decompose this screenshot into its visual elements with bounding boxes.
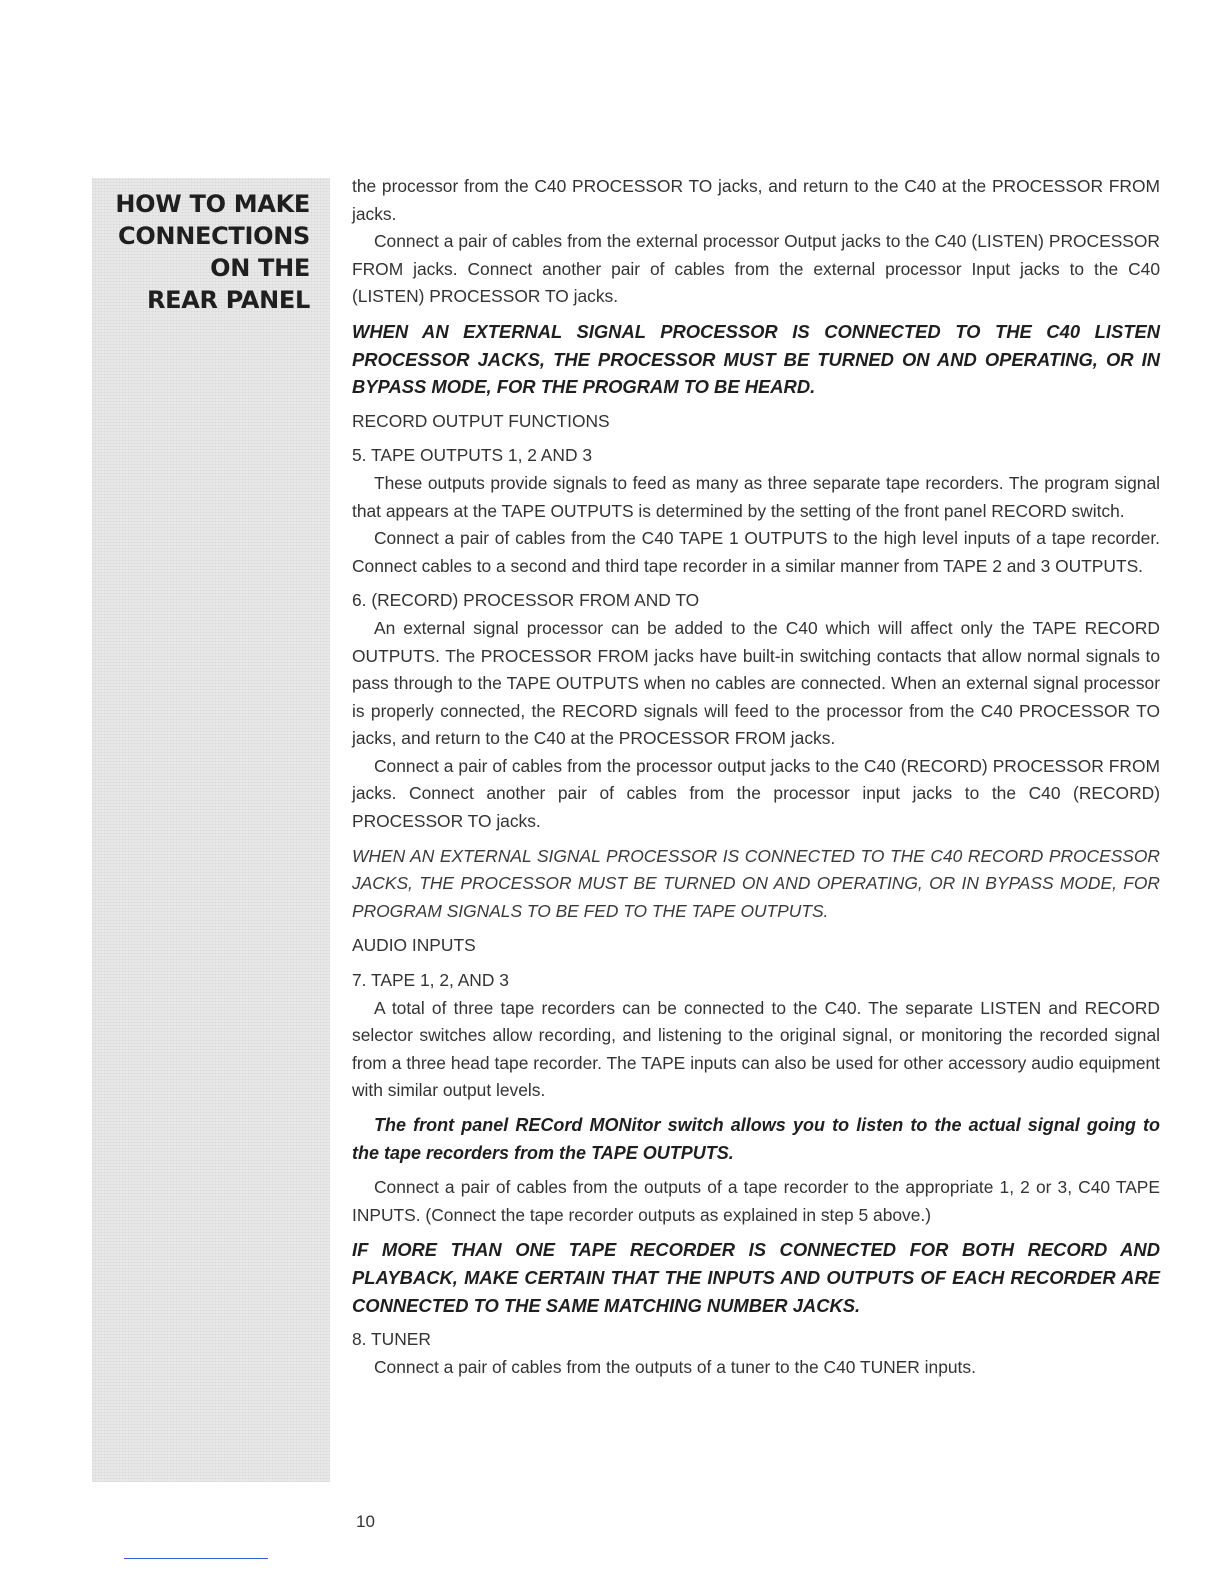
sidebar-panel [92,178,330,1482]
warning-paragraph: IF MORE THAN ONE TAPE RECORDER IS CONNECTED FOR BOTH RECORD AND PLAYBACK, MAKE CERTAIN THAT THE INPUTS AND OUTPUTS OF EACH RECORDER ARE CONNECTED TO THE SAME MATCHING NUMBER JACKS. [352,1239,1160,1316]
warning-paragraph: WHEN AN EXTERNAL SIGNAL PROCESSOR IS CONNECTED TO THE C40 RECORD PROCESSOR JACKS, THE PROCESSOR MUST BE TURNED ON AND OPERATING, OR IN BYPASS MODE, FOR PROGRAM SIGNALS TO BE FED TO THE TAPE OUTPUTS. [352,845,1160,921]
numbered-heading: 8. TUNER [352,1329,431,1350]
numbered-heading: 5. TAPE OUTPUTS 1, 2 AND 3 [352,445,593,466]
paragraph: Connect a pair of cables from the outputs of a tape recorder to the appropriate 1, 2 or 3, C40 TAPE INPUTS. (Connect the tape recorder outputs as explained in step 5 above.) [352,1177,1160,1225]
paragraph: the processor from the C40 PROCESSOR TO jacks, and return to the C40 at the PROCESSOR FROM jacks. [352,176,1160,224]
paragraph: Connect a pair of cables from the processor output jacks to the C40 (RECORD) PROCESSOR FROM jacks. Connect another pair of cables from the processor input jacks to the C40 (RECORD) PROCESSOR TO jacks. [352,755,1160,832]
paragraph: A total of three tape recorders can be connected to the C40. The separate LISTEN and RECORD selector switches allow recording, and listening to the original signal, or monitoring the recorded signal from a three head tape recorder. The TAPE inputs can also be used for other accessory audio equipment with similar output levels. [352,997,1160,1101]
paragraph: Connect a pair of cables from the outputs of a tuner to the C40 TUNER inputs. [374,1356,976,1377]
section-heading [115,188,310,316]
heading-line: HOW TO MAKE [115,190,310,218]
section-subheading: RECORD OUTPUT FUNCTIONS [352,410,610,431]
page-number: 10 [356,1512,375,1531]
numbered-heading: 6. (RECORD) PROCESSOR FROM AND TO [352,590,700,611]
paragraph: Connect a pair of cables from the external processor Output jacks to the C40 (LISTEN) PROCESSOR FROM jacks. Connect another pair of cables from the external processor Input jacks to the C40 (LISTEN) PROCESSOR TO jacks. [352,231,1160,307]
paragraph: An external signal processor can be added to the C40 which will affect only the TAPE RECORD OUTPUTS. The PROCESSOR FROM jacks have built-in switching contacts that allow normal signals to pass through to the TAPE OUTPUTS when no cables are connected. When an external signal processor is properly connected, the RECORD signals will feed to the processor from the C40 PROCESSOR TO jacks, and return to the C40 at the PROCESSOR FROM jacks. [352,617,1160,749]
heading-line: ON THE [210,254,310,282]
bottom-rule [124,1558,268,1559]
paragraph: Connect a pair of cables from the C40 TAPE 1 OUTPUTS to the high level inputs of a tape recorder. Connect cables to a second and third tape recorder in a similar manner from TAPE 2 and 3 OUTPUTS. [352,528,1160,576]
heading-line: CONNECTIONS [118,222,310,250]
note-paragraph: The front panel RECord MONitor switch allows you to listen to the actual signal going to the tape recorders from the TAPE OUTPUTS. [352,1115,1160,1163]
heading-line: REAR PANEL [146,286,310,314]
body-text [352,173,1160,1381]
section-subheading: AUDIO INPUTS [352,935,476,956]
warning-paragraph: WHEN AN EXTERNAL SIGNAL PROCESSOR IS CONNECTED TO THE C40 LISTEN PROCESSOR JACKS, THE PROCESSOR MUST BE TURNED ON AND OPERATING, OR IN BYPASS MODE, FOR THE PROGRAM TO BE HEARD. [352,320,1160,398]
numbered-heading: 7. TAPE 1, 2, AND 3 [352,970,509,991]
paragraph: These outputs provide signals to feed as many as three separate tape recorders. The program signal that appears at the TAPE OUTPUTS is determined by the setting of the front panel RECORD switch. [352,472,1160,521]
